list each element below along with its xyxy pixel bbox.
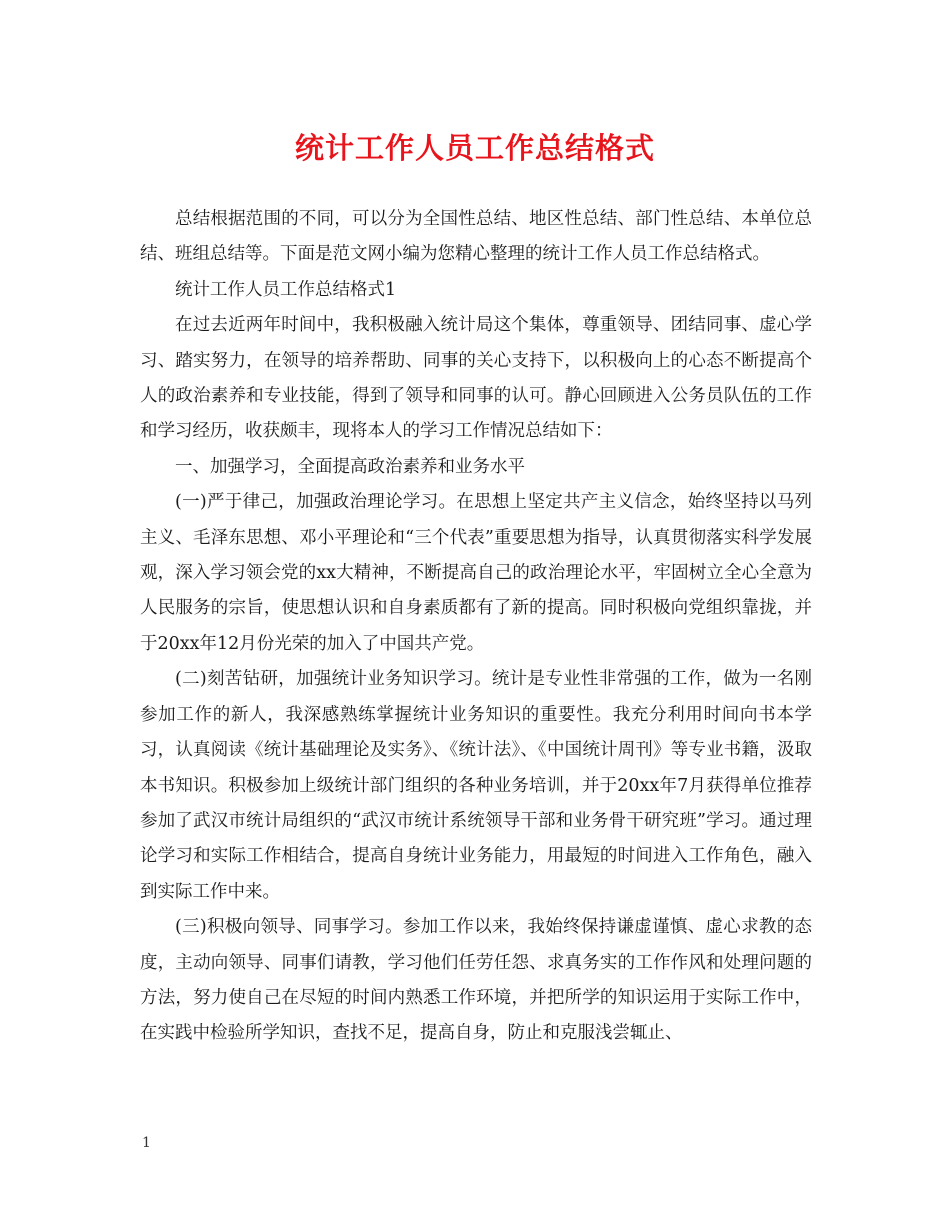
intro-paragraph: 总结根据范围的不同，可以分为全国性总结、地区性总结、部门性总结、本单位总结、班组总结等。下面是范文网小编为您精心整理的统计工作人员工作总结格式。 [140,209,812,265]
page-number: 1 [142,1135,151,1151]
document-body [140,202,812,1052]
document-title: 统计工作人员工作总结格式 [294,131,655,165]
body-paragraph: (一)严于律己，加强政治理论学习。在思想上坚定共产主义信念，始终坚持以马列主义、毛泽东思想、邓小平理论和“三个代表”重要思想为指导，认真贯彻落实科学发展观，深入学习领会党的xx大精神，不断提高自己的政治理论水平，牢固树立全心全意为人民服务的宗旨，使思想认识和自身素质都有了新的提高。同时积极向党组织靠拢，并于20xx年12月份光荣的加入了中国共产党。 [140,492,812,654]
body-paragraph: (二)刻苦钻研，加强统计业务知识学习。统计是专业性非常强的工作，做为一名刚参加工作的新人，我深感熟练掌握统计业务知识的重要性。我充分利用时间向书本学习，认真阅读《统计基础理论及实务》、《统计法》、《中国统计周刊》等专业书籍，汲取本书知识。积极参加上级统计部门组织的各种业务培训，并于20xx年7月获得单位推荐参加了武汉市统计局组织的“武汉市统计系统领导干部和业务骨干研究班”学习。通过理论学习和实际工作相结合，提高自身统计业务能力，用最短的时间进入工作角色，融入到实际工作中来。 [140,669,812,902]
subsection-heading: 一、加强学习，全面提高政治素养和业务水平 [175,456,525,477]
body-paragraph: 在过去近两年时间中，我积极融入统计局这个集体，尊重领导、团结同事、虚心学习、踏实努力，在领导的培养帮助、同事的关心支持下，以积极向上的心态不断提高个人的政治素养和专业技能，得到了领导和同事的认可。静心回顾进入公务员队伍的工作和学习经历，收获颇丰，现将本人的学习工作情况总结如下： [140,315,812,442]
section-heading: 统计工作人员工作总结格式1 [175,279,397,300]
body-paragraph: (三)积极向领导、同事学习。参加工作以来，我始终保持谦虚谨慎、虚心求教的态度，主动向领导、同事们请教，学习他们任劳任怨、求真务实的工作作风和处理问题的方法，努力使自己在尽短的时间内熟悉工作环境，并把所学的知识运用于实际工作中，在实践中检验所学知识，查找不足，提高自身，防止和克服浅尝辄止、 [140,917,812,1044]
